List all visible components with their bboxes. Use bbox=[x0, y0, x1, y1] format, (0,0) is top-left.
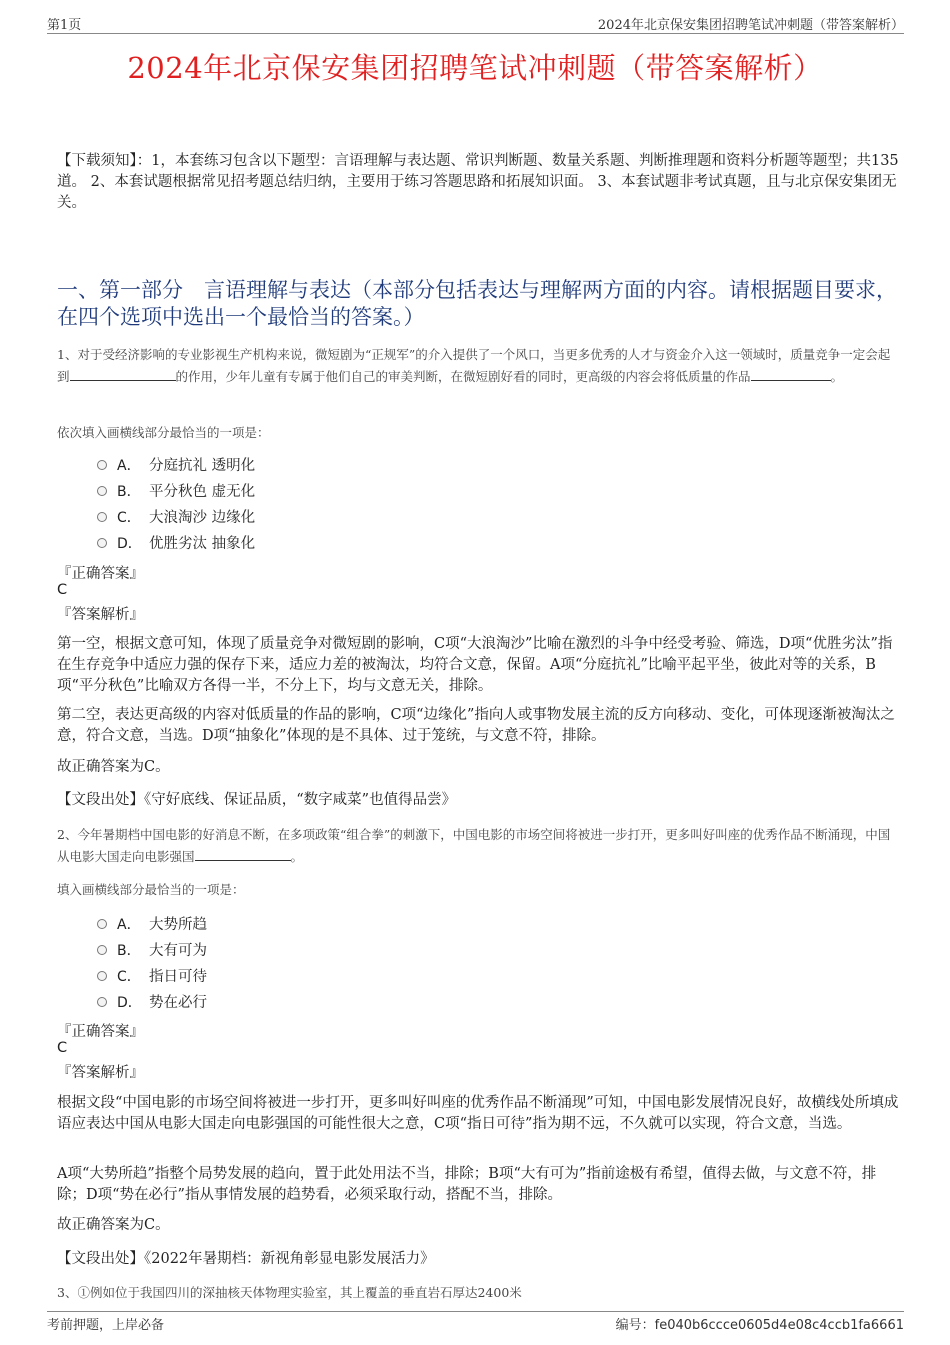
question-1-text-a: 1、对于受经济影响的专业影视生产机构来说，微短剧为“正规军”的介入提供了一个风口，当更多优秀的人才与资金介入这一领域时，质量竞争一定会起到 bbox=[57, 347, 891, 384]
question-2-text-b: 。 bbox=[290, 849, 304, 864]
question-1-option-a[interactable]: A． 分庭抗礼 透明化 bbox=[97, 456, 255, 476]
question-2-option-b[interactable]: B． 大有可为 bbox=[97, 941, 207, 961]
question-1-prompt: 依次填入画横线部分最恰当的一项是： bbox=[57, 425, 270, 440]
page-footer bbox=[47, 1314, 904, 1333]
section-heading: 一、第一部分 言语理解与表达（本部分包括表达与理解两方面的内容。请根据题目要求，在四个选项中选出一个最恰当的答案。） bbox=[57, 278, 897, 329]
question-1-source: 【文段出处】《守好底线、保证品质，“数字咸菜”也值得品尝》 bbox=[57, 792, 457, 808]
question-2-prompt: 填入画横线部分最恰当的一项是： bbox=[57, 882, 245, 897]
question-1-answer-label: 『正确答案』 bbox=[57, 566, 144, 582]
question-2-analysis-label: 『答案解析』 bbox=[57, 1065, 144, 1081]
question-2-option-a[interactable]: A． 大势所趋 bbox=[97, 915, 207, 935]
question-1-blank-1 bbox=[70, 368, 176, 381]
radio-icon[interactable] bbox=[97, 486, 107, 496]
download-notice: 【下载须知】：1，本套练习包含以下题型：言语理解与表达题、常识判断题、数量关系题、判断推理题和资料分析题等题型；共135道。 2、本套试题根据常见招考题总结归纳，主要用于练习答题思路和拓展知识面。 3、本套试题非考试真题，且与北京保安集团无关。 bbox=[57, 153, 899, 211]
question-3-stem: 3、①例如位于我国四川的深抽核天体物理实验室，其上覆盖的垂直岩石厚达2400米 bbox=[57, 1285, 522, 1300]
radio-icon[interactable] bbox=[97, 919, 107, 929]
question-2-answer: C bbox=[57, 1040, 68, 1056]
question-1-analysis-label: 『答案解析』 bbox=[57, 607, 144, 623]
question-1-text-c: 。 bbox=[830, 369, 844, 384]
radio-icon[interactable] bbox=[97, 460, 107, 470]
question-1-text-b: 的作用，少年儿童有专属于他们自己的审美判断，在微短剧好看的同时，更高级的内容会将低质量的作品 bbox=[175, 369, 751, 384]
footer-divider bbox=[47, 1311, 904, 1312]
question-2-analysis-3: 故正确答案为C。 bbox=[57, 1217, 170, 1233]
radio-icon[interactable] bbox=[97, 538, 107, 548]
question-2-analysis-2: A项“大势所趋”指整个局势发展的趋向，置于此处用法不当，排除；B项“大有可为”指前途极有希望，值得去做，与文意不符，排除；D项“势在必行”指从事情发展的趋势看，必须采取行动，搭配不当，排除。 bbox=[57, 1166, 877, 1203]
radio-icon[interactable] bbox=[97, 997, 107, 1007]
header-doc-title: 2024年北京保安集团招聘笔试冲刺题（带答案解析） bbox=[597, 18, 904, 33]
page-header bbox=[47, 14, 904, 32]
question-1-stem bbox=[57, 344, 899, 388]
question-1-answer: C bbox=[57, 582, 68, 598]
question-2-option-c[interactable]: C． 指日可待 bbox=[97, 967, 207, 987]
radio-icon[interactable] bbox=[97, 512, 107, 522]
document-title: 2024年北京保安集团招聘笔试冲刺题（带答案解析） bbox=[127, 51, 823, 85]
header-divider bbox=[47, 33, 904, 34]
question-2-answer-label: 『正确答案』 bbox=[57, 1024, 144, 1040]
question-1-option-c[interactable]: C． 大浪淘沙 边缘化 bbox=[97, 508, 255, 528]
question-2-option-d[interactable]: D． 势在必行 bbox=[97, 993, 207, 1013]
question-1-option-d[interactable]: D． 优胜劣汰 抽象化 bbox=[97, 534, 255, 554]
question-2-blank bbox=[195, 848, 291, 861]
question-2-analysis-1: 根据文段“中国电影的市场空间将被进一步打开，更多叫好叫座的优秀作品不断涌现”可知，中国电影发展情况良好，故横线处所填成语应表达中国从电影大国走向电影强国的可能性很大之意，C项“指日可待”指为期不远，不久就可以实现，符合文意，当选。 bbox=[57, 1095, 899, 1132]
question-2-text-a: 2、今年暑期档中国电影的好消息不断，在多项政策“组合拳”的刺激下，中国电影的市场空间将被进一步打开，更多叫好叫座的优秀作品不断涌现，中国从电影大国走向电影强国 bbox=[57, 827, 891, 864]
question-2-stem bbox=[57, 824, 899, 868]
page-number: 第1页 bbox=[47, 18, 82, 33]
question-1-analysis-2: 第二空，表达更高级的内容对低质量的作品的影响，C项“边缘化”指向人或事物发展主流的反方向移动、变化，可体现逐渐被淘汰之意，符合文意，当选。D项“抽象化”体现的是不具体、过于笼统，与文意不符，排除。 bbox=[57, 707, 895, 744]
question-1-analysis-1: 第一空，根据文意可知，体现了质量竞争对微短剧的影响，C项“大浪淘沙”比喻在激烈的斗争中经受考验、筛选，D项“优胜劣汰”指在生存竞争中适应力强的保存下来，适应力差的被淘汰，均符合文意，保留。A项“分庭抗礼”比喻平起平坐，彼此对等的关系，B项“平分秋色”比喻双方各得一半，不分上下，均与文意无关，排除。 bbox=[57, 636, 893, 694]
question-2-source: 【文段出处】《2022年暑期档：新视角彰显电影发展活力》 bbox=[57, 1251, 435, 1267]
radio-icon[interactable] bbox=[97, 945, 107, 955]
question-1-analysis-3: 故正确答案为C。 bbox=[57, 759, 170, 775]
radio-icon[interactable] bbox=[97, 971, 107, 981]
footer-slogan: 考前押题，上岸必备 bbox=[47, 1318, 165, 1333]
question-1-blank-2 bbox=[751, 368, 831, 381]
footer-doc-id: 编号：fe040b6ccce0605d4e08c4ccb1fa6661 bbox=[615, 1318, 904, 1333]
question-1-option-b[interactable]: B． 平分秋色 虚无化 bbox=[97, 482, 255, 502]
